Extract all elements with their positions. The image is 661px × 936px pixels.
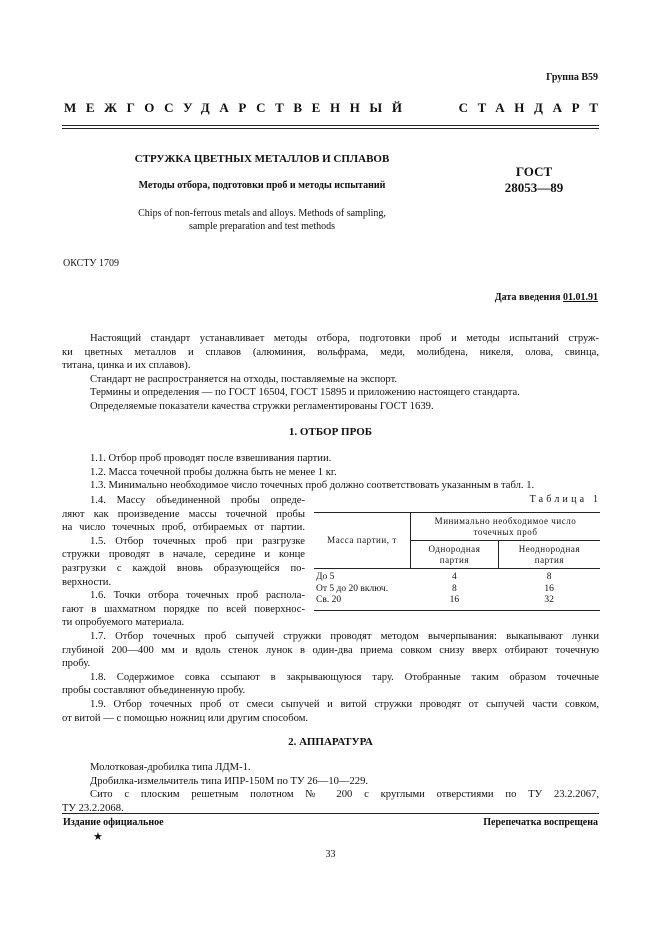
equipment-item-2: Дробилка-измельчитель типа ИПР-150М по ТУ 26—10—229.: [90, 775, 369, 787]
section-1-remaining-clauses: [62, 630, 599, 725]
introduction-date-value: 01.01.91: [563, 292, 598, 303]
clause-1-9-line-1: 1.9. Отбор точечных проб от смеси сыпучей и витой стружки проводят от сыпучей части совком,: [90, 698, 599, 710]
table-header-heterogeneous-line-2: партия: [534, 554, 565, 565]
document-title-english: [62, 208, 462, 233]
table-cell-mass: До 5: [316, 572, 335, 582]
clause-1-7-line-3: пробу.: [62, 658, 91, 670]
intro-section: [62, 332, 599, 414]
section-2-body: [62, 761, 599, 815]
table-1-label: Таблица 1: [529, 494, 602, 505]
section-1-title: 1. ОТБОР ПРОБ: [288, 426, 373, 438]
clause-1-3: 1.3. Минимально необходимое число точечных проб должно соответствовать указанным в табл. 1.: [90, 480, 535, 492]
introduction-date: [495, 292, 598, 303]
section-2-title: 2. АППАРАТУРА: [288, 736, 373, 748]
table-header-mass: Масса партии, т: [314, 513, 411, 569]
clause-1-4-line-3: на число точечных проб, отбираемых от партии.: [62, 522, 305, 534]
english-title-line-1: Chips of non-ferrous metals and alloys. Methods of sampling,: [138, 208, 386, 219]
document-title: СТРУЖКА ЦВЕТНЫХ МЕТАЛЛОВ И СПЛАВОВ: [134, 153, 390, 165]
equipment-item-3-line-2: ТУ 23.2.2068.: [62, 802, 124, 814]
footer-rule: [62, 813, 599, 814]
header-rule-top: [62, 125, 599, 126]
table-header-min-count-line-2: точечных проб: [473, 526, 538, 537]
clause-1-8-line-2: пробы составляют объединенную пробу.: [62, 685, 246, 697]
clause-1-6-line-2: гают в шахматном порядке по всей поверхнос-: [62, 603, 305, 615]
intro-paragraph-4: Определяемые показатели качества стружки регламентированы ГОСТ 1639.: [90, 400, 434, 412]
table-header-homogeneous: [411, 541, 499, 569]
table-header-heterogeneous-line-1: Неоднородная: [518, 544, 581, 554]
table-header-min-count: [411, 513, 601, 541]
table-cell-homogeneous: 8: [452, 583, 457, 594]
clause-1-4-line-1: 1.4. Массу объединенной пробы опреде-: [90, 495, 305, 506]
section-1-left-column: [62, 494, 305, 630]
table-header-homogeneous-line-1: Однородная: [428, 544, 481, 554]
table-row: [314, 569, 600, 584]
section-1-intro-clauses: [62, 452, 599, 493]
document-subtitle: Методы отбора, подготовки проб и методы испытаний: [138, 180, 386, 191]
table-cell-heterogeneous: 32: [498, 595, 600, 610]
star-icon: ★: [93, 831, 103, 843]
okstu-code: ОКСТУ 1709: [63, 258, 120, 269]
table-row: [314, 584, 600, 596]
table-cell-homogeneous: 4: [452, 572, 457, 582]
intro-paragraph-1-line-1: Настоящий стандарт устанавливает методы отбора, подготовки проб и методы испытаний струж-: [90, 333, 599, 344]
clause-1-8-line-1: 1.8. Содержимое совка ссыпают в закрывающуюся тару. Отобранные таким образом точечные: [90, 671, 599, 683]
introduction-date-label: Дата введения: [494, 292, 561, 303]
clause-1-7-line-2: глубиной 200—400 мм и вдоль стенок лунок в один-два приема совком снизу вверх отбирают точечную: [62, 644, 599, 656]
equipment-item-3-line-1: Сито с плоским решетным полотном № 200 с круглыми отверстиями по ТУ 23.2.2067,: [90, 789, 599, 801]
clause-1-4-line-2: ляют как произведение массы точечной пробы: [62, 508, 305, 520]
page-number: 33: [325, 849, 336, 860]
english-title-line-2: sample preparation and test methods: [188, 220, 336, 232]
intro-paragraph-3: Термины и определения — по ГОСТ 16504, ГОСТ 15895 и приложению настоящего стандарта.: [90, 387, 520, 399]
clause-1-5-line-1: 1.5. Отбор точечных проб при разгрузке: [90, 535, 305, 547]
table-header-heterogeneous: [498, 541, 600, 569]
clause-1-1: 1.1. Отбор проб проводят после взвешивания партии.: [90, 453, 332, 464]
intro-paragraph-2: Стандарт не распространяется на отходы, поставляемые на экспорт.: [90, 373, 398, 385]
table-cell-heterogeneous: 8: [546, 572, 552, 582]
clause-1-5-line-4: верхности.: [62, 576, 112, 588]
clause-1-6-line-1: 1.6. Точки отбора точечных проб распола-: [90, 590, 305, 602]
gost-number: 28053—89: [504, 180, 564, 195]
gost-designation: [474, 164, 594, 196]
clause-1-2: 1.2. Масса точечной пробы должна быть не менее 1 кг.: [90, 466, 337, 478]
clause-1-7-line-1: 1.7. Отбор точечных проб сыпучей стружки проводят методом вычерпывания: выкапывают лунки: [90, 631, 599, 642]
table-cell-mass: Св. 20: [314, 595, 411, 610]
clause-1-5-line-3: разгрузки с каждой вновь образующейся по-: [62, 562, 305, 574]
official-edition-label: Издание официальное: [63, 817, 164, 828]
table-cell-heterogeneous: 16: [544, 583, 554, 594]
banner-standard: СТАНДАРТ: [458, 100, 608, 115]
table-header-homogeneous-line-2: партия: [439, 554, 470, 565]
reprint-prohibited-label: Перепечатка воспрещена: [483, 817, 598, 828]
gost-label: ГОСТ: [515, 164, 553, 179]
banner-interstate: МЕЖГОСУДАРСТВЕННЫЙ: [64, 100, 412, 115]
table-row: [314, 595, 600, 610]
clause-1-5-line-2: стружки проводят в начале, середине и конце: [62, 549, 305, 561]
table-1: [314, 512, 600, 611]
intro-paragraph-1-line-3: титана, цинка и их сплавов).: [62, 360, 191, 372]
header-rule-bottom: [62, 128, 599, 129]
clause-1-6-line-3: ти опробуемого материала.: [62, 617, 185, 629]
table-header-min-count-line-1: Минимально необходимое число: [434, 516, 577, 526]
clause-1-9-line-2: от витой — с помощью ножниц или другим способом.: [62, 712, 309, 724]
intro-paragraph-1-line-2: ки цветных металлов и сплавов (алюминия, вольфрама, меди, молибдена, никеля, олова, свинца,: [62, 346, 599, 358]
group-label: Группа В59: [546, 72, 598, 83]
equipment-item-1: Молотковая-дробилка типа ЛДМ-1.: [90, 762, 251, 773]
table-cell-mass: От 5 до 20 включ.: [316, 583, 389, 594]
table-cell-homogeneous: 16: [411, 595, 499, 610]
